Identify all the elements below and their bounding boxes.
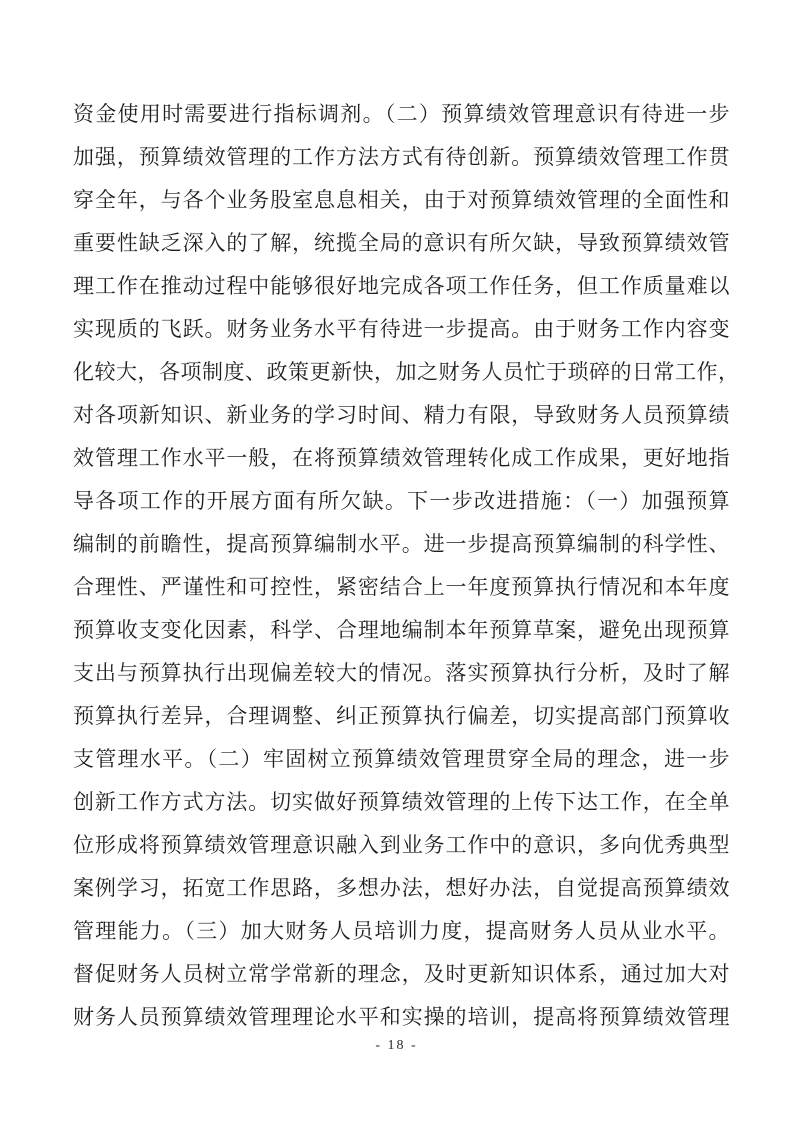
text-line: 化较大，各项制度、政策更新快，加之财务人员忙于琐碎的日常工作， [73,360,740,384]
text-line: 预算收支变化因素，科学、合理地编制本年预算草案，避免出现预算 [73,618,730,642]
text-line: 位形成将预算绩效管理意识融入到业务工作中的意识，多向优秀典型 [73,833,730,857]
text-line: 管理能力。（三）加大财务人员培训力度，提高财务人员从业水平。 [73,919,730,943]
text-line: 对各项新知识、新业务的学习时间、精力有限，导致财务人员预算绩 [73,403,730,427]
text-line: 预算执行差异，合理调整、纠正预算执行偏差，切实提高部门预算收 [73,704,730,728]
text-line: 案例学习，拓宽工作思路，多想办法，想好办法，自觉提高预算绩效 [73,876,730,900]
text-line: 穿全年，与各个业务股室息息相关，由于对预算绩效管理的全面性和 [73,188,730,212]
text-line: 支管理水平。（二）牢固树立预算绩效管理贯穿全局的理念，进一步 [73,747,730,771]
text-line: 效管理工作水平一般，在将预算绩效管理转化成工作成果，更好地指 [73,446,730,470]
text-line: 编制的前瞻性，提高预算编制水平。进一步提高预算编制的科学性、 [73,532,730,556]
text-line: 支出与预算执行出现偏差较大的情况。落实预算执行分析，及时了解 [73,661,730,685]
page-body-text [73,93,740,1039]
text-line: 创新工作方式方法。切实做好预算绩效管理的上传下达工作，在全单 [73,790,730,814]
text-line: 资金使用时需要进行指标调剂。（二）预算绩效管理意识有待进一步 [73,102,730,126]
page-number: - 18 - [375,1038,418,1053]
text-line: 重要性缺乏深入的了解，统揽全局的意识有所欠缺，导致预算绩效管 [73,231,730,255]
text-line: 导各项工作的开展方面有所欠缺。下一步改进措施：（一）加强预算 [73,489,730,513]
text-line: 加强，预算绩效管理的工作方法方式有待创新。预算绩效管理工作贯 [73,145,730,169]
text-line: 实现质的飞跃。财务业务水平有待进一步提高。由于财务工作内容变 [73,317,730,341]
text-line: 督促财务人员树立常学常新的理念，及时更新知识体系，通过加大对 [73,962,730,986]
text-line: 财务人员预算绩效管理理论水平和实操的培训，提高将预算绩效管理 [73,1005,730,1029]
text-line: 合理性、严谨性和可控性，紧密结合上一年度预算执行情况和本年度 [73,575,730,599]
text-line: 理工作在推动过程中能够很好地完成各项工作任务，但工作质量难以 [73,274,730,298]
